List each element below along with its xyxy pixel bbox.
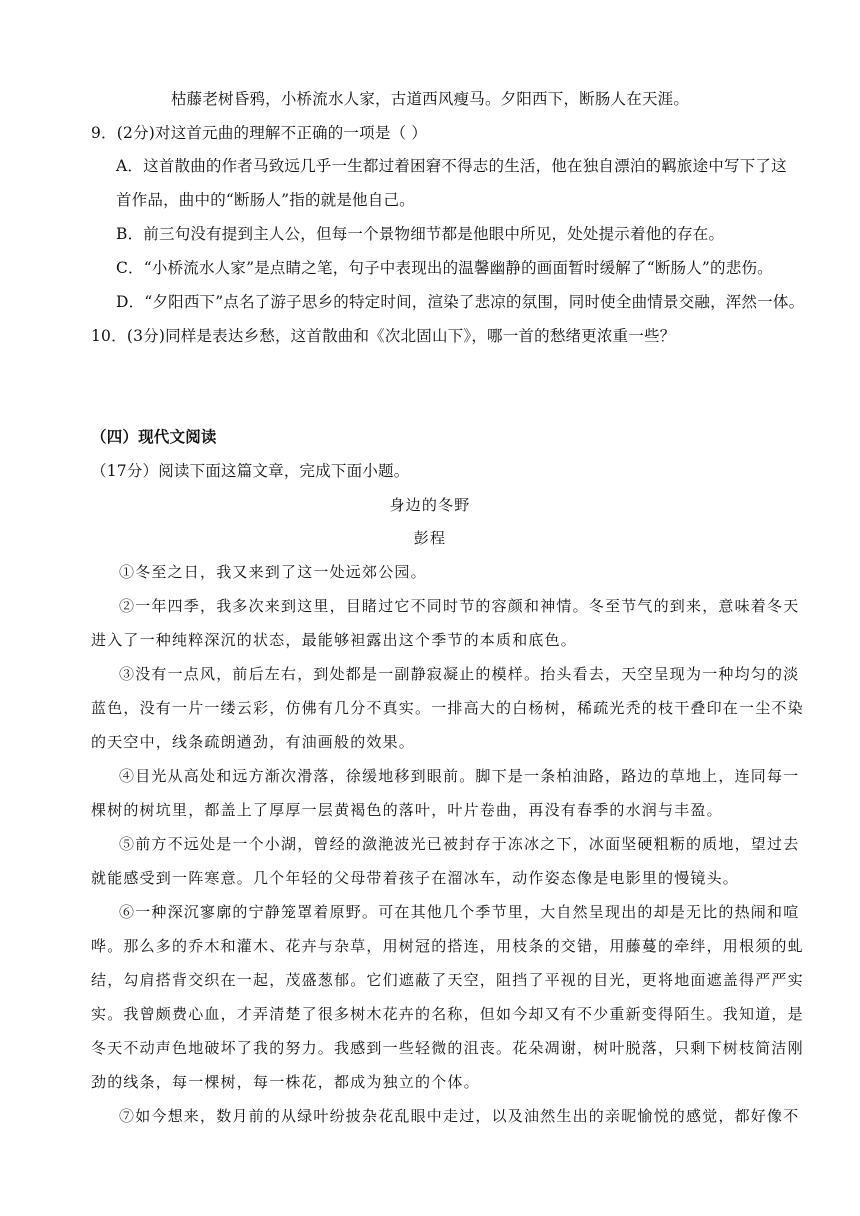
essay-paragraph-6-cont: 冬天不动声色地破坏了我的努力。我感到一些轻微的沮丧。花朵凋谢，树叶脱落，只剩下树枝简洁刚: [91, 1039, 804, 1057]
essay-paragraph-6: ⑥一种深沉寥廓的宁静笼罩着原野。可在其他几个季节里，大自然呈现出的却是无比的热闹和喧: [119, 903, 800, 921]
essay-paragraph-2-cont: 进入了一种纯粹深沉的状态，最能够袒露出这个季节的本质和底色。: [91, 631, 578, 649]
question-9-option-b: B．前三句没有提到主人公，但每一个景物细节都是他眼中所见，处处提示着他的存在。: [116, 225, 725, 243]
essay-paragraph-3: ③没有一点风，前后左右，到处都是一副静寂凝止的模样。抬头看去，天空呈现为一种均匀的淡: [119, 665, 800, 683]
essay-paragraph-6-cont: 哗。那么多的乔木和灌木、花卉与杂草，用树冠的搭连，用枝条的交错，用藤蔓的牵绊，用根须的虬: [91, 937, 804, 955]
essay-paragraph-6-cont: 实。我曾颇费心血，才弄清楚了很多树木花卉的名称，但如今却又有不少重新变得陌生。我知道，是: [91, 1005, 804, 1023]
essay-title: 身边的冬野: [389, 496, 471, 514]
essay-paragraph-5: ⑤前方不远处是一个小湖，曾经的潋滟波光已被封存于冻冰之下，冰面坚硬粗粝的质地，望过去: [119, 835, 800, 853]
essay-paragraph-5-cont: 就能感受到一阵寒意。几个年轻的父母带着孩子在溜冰车，动作姿态像是电影里的慢镜头。: [91, 869, 740, 887]
section-instruction: （17分）阅读下面这篇文章，完成下面小题。: [91, 462, 410, 480]
question-9-option-c: C．“小桥流水人家”是点睛之笔，句子中表现出的温馨幽静的画面暂时缓解了“断肠人”的悲伤。: [116, 259, 773, 277]
essay-paragraph-3-cont: 的天空中，线条疏朗遒劲，有油画般的效果。: [91, 733, 416, 751]
essay-paragraph-6-cont: 结，勾肩搭背交织在一起，茂盛葱郁。它们遮蔽了天空，阻挡了平视的目光，更将地面遮盖得严严实: [91, 971, 804, 989]
essay-paragraph-6-cont: 劲的线条，每一棵树，每一株花，都成为独立的个体。: [91, 1073, 480, 1091]
question-10-stem: 10．(3分)同样是表达乡愁，这首散曲和《次北固山下》，哪一首的愁绪更浓重一些？: [91, 327, 676, 345]
poem-line: 枯藤老树昏鸦，小桥流水人家，古道西风瘦马。夕阳西下，断肠人在天涯。: [170, 90, 690, 108]
essay-author: 彭程: [413, 529, 447, 547]
essay-paragraph-4: ④目光从高处和远方渐次滑落，徐缓地移到眼前。脚下是一条柏油路，路边的草地上，连同每一: [119, 767, 800, 785]
essay-paragraph-4-cont: 棵树的树坑里，都盖上了厚厚一层黄褐色的落叶，叶片卷曲，再没有春季的水润与丰盈。: [91, 801, 723, 819]
essay-paragraph-1: ①冬至之日，我又来到了这一处远郊公园。: [119, 563, 427, 581]
question-9-option-a-line2: 首作品，曲中的“断肠人”指的就是他自己。: [116, 191, 415, 209]
section-heading: （四）现代文阅读: [91, 427, 217, 446]
question-9-option-a-line1: A．这首散曲的作者马致远几乎一生都过着困窘不得志的生活，他在独自漂泊的羁旅途中写下了这: [116, 157, 787, 175]
essay-paragraph-2: ②一年四季，我多次来到这里，目睹过它不同时节的容颜和神情。冬至节气的到来，意味着冬天: [119, 597, 800, 615]
question-9-option-d: D．“夕阳西下”点名了游子思乡的特定时间，渲染了悲凉的氛围，同时使全曲情景交融，浑然一体。: [116, 293, 805, 311]
question-9-stem: 9．(2分)对这首元曲的理解不正确的一项是（ ）: [91, 124, 428, 142]
essay-paragraph-7: ⑦如今想来，数月前的从绿叶纷披杂花乱眼中走过，以及油然生出的亲昵愉悦的感觉，都好像不: [119, 1107, 800, 1125]
essay-paragraph-3-cont: 蓝色，没有一片一缕云彩，仿佛有几分不真实。一排高大的白杨树，稀疏光秃的枝干叠印在一尘不染: [91, 699, 804, 717]
